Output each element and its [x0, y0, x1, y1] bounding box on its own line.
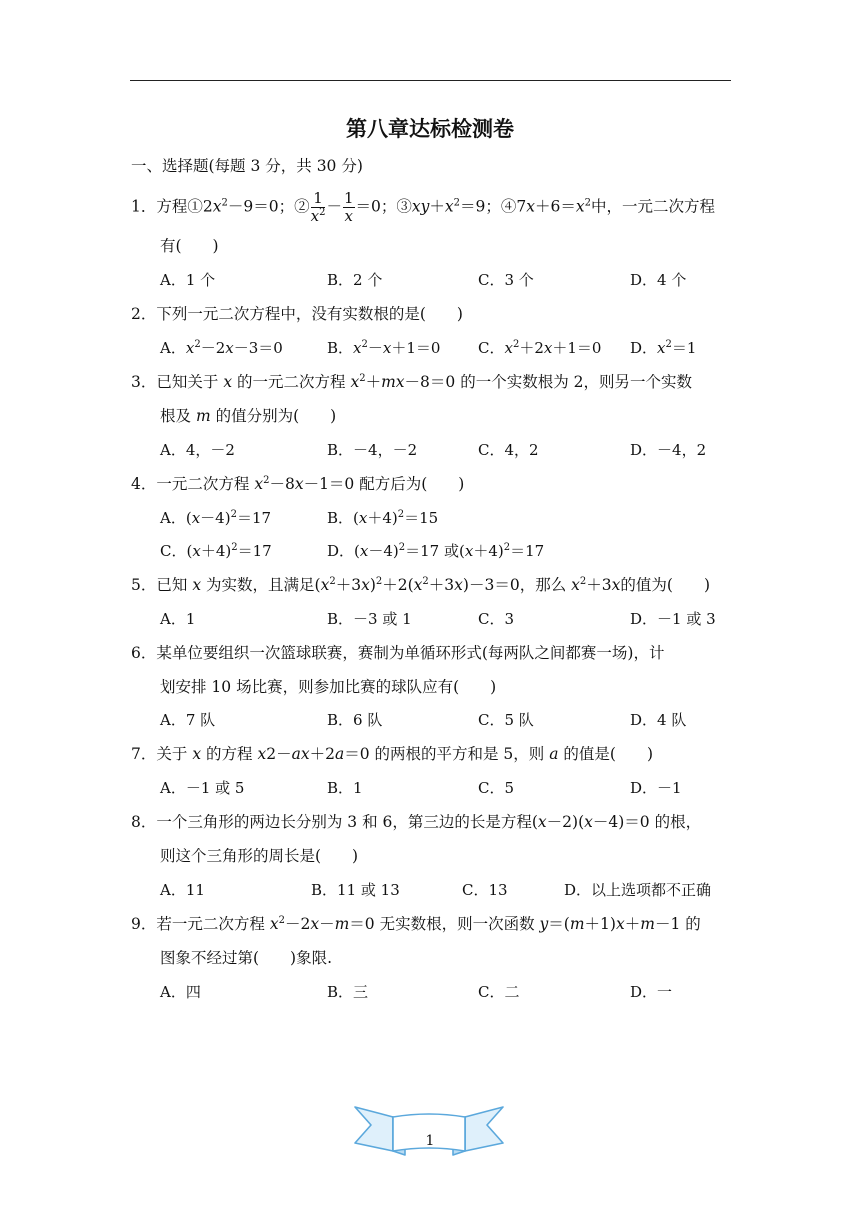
- question-7: 7．关于 x 的方程 x2－ax＋2a＝0 的两根的平方和是 5，则 a 的值是( ): [131, 745, 653, 763]
- question-4: 4．一元二次方程 $x^2-8x-1=0$ 配方后为( ): [131, 475, 465, 493]
- q1-option-a: A．1 个: [160, 271, 216, 289]
- question-1: 1．方程$①2x^2-9=0$；② $\frac{1}{x^2}$ － $\frac{1}{x}$ ＝0；$③xy+x^2=9$；$④7x+6=x^2$中，一元二次方程: [131, 189, 716, 225]
- q2-option-b: B．$x^2-x+1=0$: [327, 339, 441, 357]
- section-heading: 一、选择题(每题 3 分，共 30 分): [131, 157, 363, 175]
- q3-option-d: D．－4，2: [630, 441, 707, 459]
- q2-option-d: D．$x^2=1$: [630, 339, 697, 357]
- question-3: 3．已知关于 x 的一元二次方程 $x^2+mx-8=0$ 的一个实数根为 2，则另一个实数: [131, 373, 692, 391]
- q4-option-c: C．$(x+4)^2=17$: [160, 542, 272, 560]
- question-6: 6．某单位要组织一次篮球联赛，赛制为单循环形式(每两队之间都赛一场)，计: [131, 644, 665, 662]
- q2-option-a: A．$x^2-2x-3=0$: [160, 339, 283, 357]
- q1-option-c: C．3 个: [478, 271, 534, 289]
- q5-option-d: D．－1 或 3: [630, 610, 716, 628]
- q2-option-c: C．$x^2+2x+1=0$: [478, 339, 602, 357]
- q7-option-d: D．－1: [630, 779, 682, 797]
- q9-option-b: B．三: [327, 983, 369, 1001]
- q1-option-b: B．2 个: [327, 271, 383, 289]
- q7-option-a: A．－1 或 5: [160, 779, 245, 797]
- q5-option-b: B．－3 或 1: [327, 610, 412, 628]
- q8-option-a: A．11: [160, 881, 205, 899]
- q7-option-c: C．5: [478, 779, 515, 797]
- q5-option-c: C．3: [478, 610, 515, 628]
- q4-option-b: B．$(x+4)^2=15$: [327, 509, 439, 527]
- q8-option-c: C．13: [462, 881, 508, 899]
- question-8: 8．一个三角形的两边长分别为 3 和 6，第三边的长是方程(x－2)(x－4)＝0 的根，: [131, 813, 702, 831]
- q8-option-d: D．以上选项都不正确: [564, 881, 712, 899]
- q6-option-d: D．4 队: [630, 711, 687, 729]
- question-3-cont: 根及 m 的值分别为( ): [160, 407, 337, 425]
- q3-option-a: A．4，－2: [160, 441, 235, 459]
- q7-option-b: B．1: [327, 779, 363, 797]
- q4-option-d: D．$(x-4)^2=17$ 或$(x+4)^2=17$: [327, 542, 545, 560]
- header-rule: [130, 80, 731, 81]
- question-6-cont: 划安排 10 场比赛，则参加比赛的球队应有( ): [160, 678, 497, 696]
- q6-option-c: C．5 队: [478, 711, 534, 729]
- q6-option-b: B．6 队: [327, 711, 383, 729]
- q4-option-a: A．$(x-4)^2=17$: [160, 509, 272, 527]
- question-5: 5．已知 x 为实数，且满足$(x^2+3x)^2+2(x^2+3x)-3=0$，那么 $x^2+3x$的值为( ): [131, 576, 710, 594]
- question-2: 2．下列一元二次方程中，没有实数根的是( ): [131, 305, 463, 323]
- q8-option-b: B．11 或 13: [311, 881, 400, 899]
- q3-option-c: C．4，2: [478, 441, 539, 459]
- q3-option-b: B．－4，－2: [327, 441, 418, 459]
- page-title: 第八章达标检测卷: [346, 117, 514, 141]
- question-9-cont: 图象不经过第( )象限.: [160, 949, 333, 967]
- q5-option-a: A．1: [160, 610, 196, 628]
- q9-option-c: C．二: [478, 983, 520, 1001]
- question-9: 9．若一元二次方程 $x^2-2x-m=0$ 无实数根，则一次函数 y＝(m＋1)x＋m－1 的: [131, 915, 701, 933]
- page-number: 1: [425, 1133, 435, 1149]
- q1-option-d: D．4 个: [630, 271, 687, 289]
- q6-option-a: A．7 队: [160, 711, 216, 729]
- question-1-cont: 有( ): [160, 237, 219, 255]
- question-8-cont: 则这个三角形的周长是( ): [160, 847, 359, 865]
- q9-option-d: D．一: [630, 983, 673, 1001]
- q9-option-a: A．四: [160, 983, 201, 1001]
